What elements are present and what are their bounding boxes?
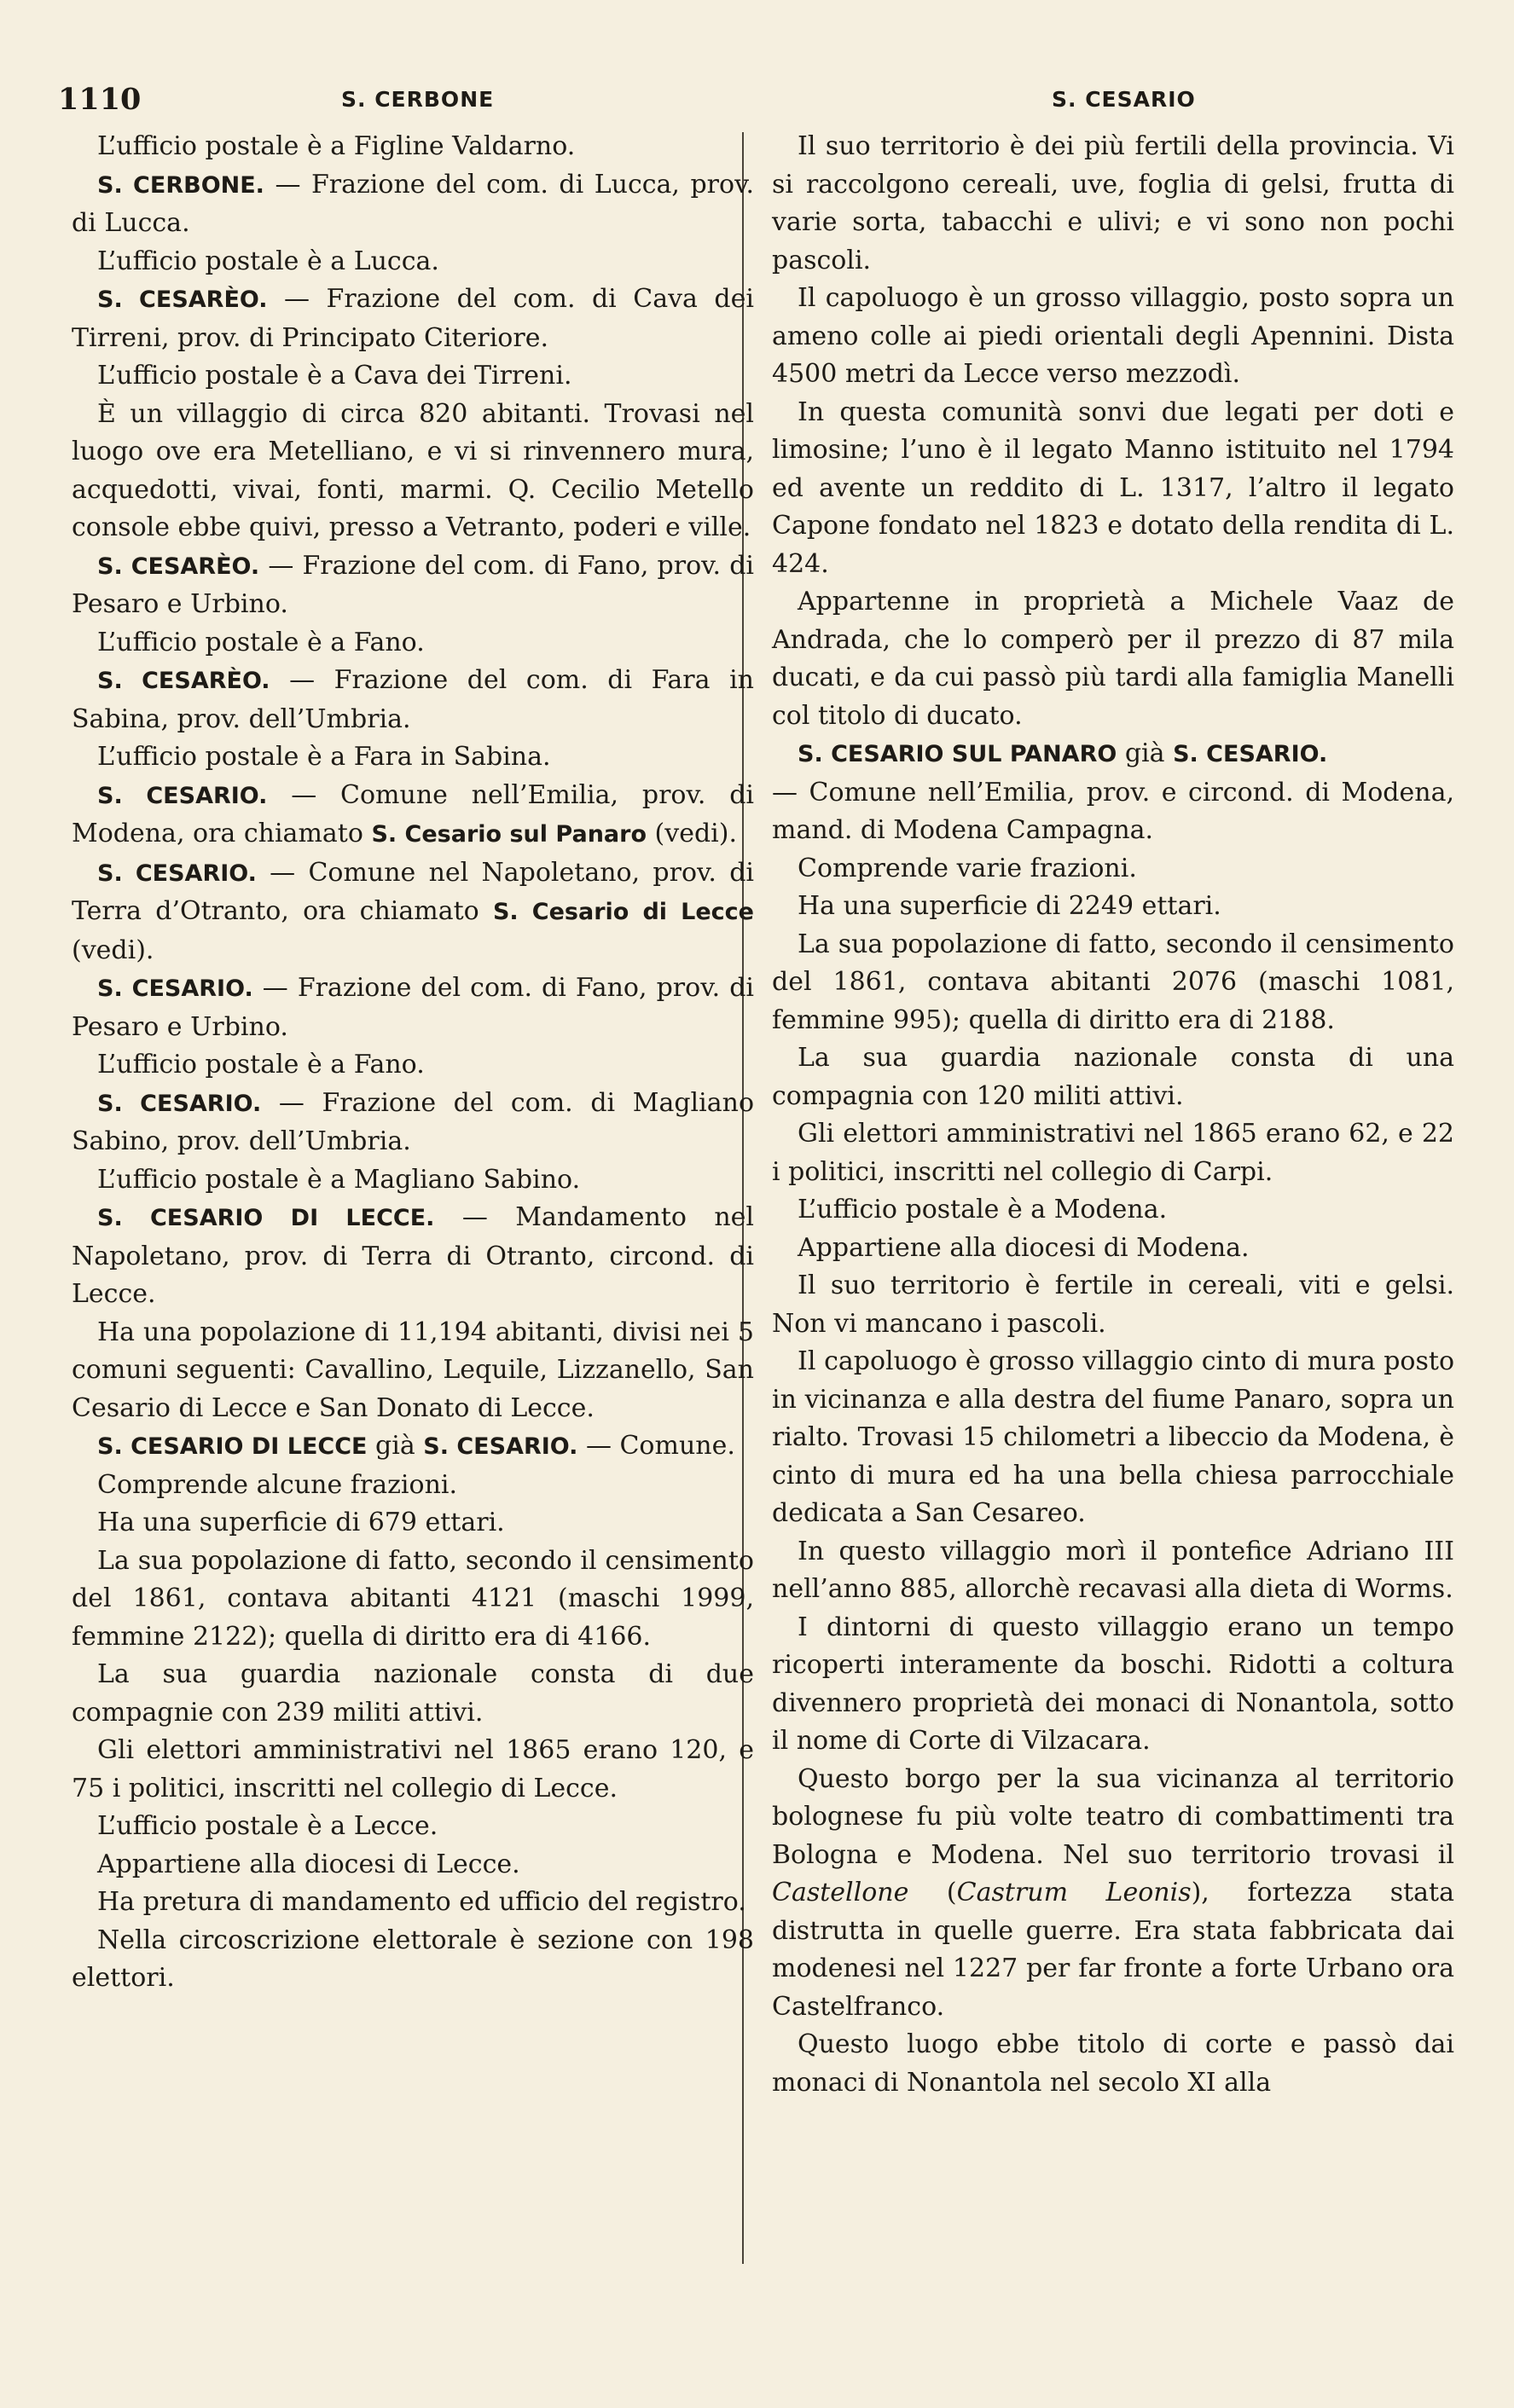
paragraph: Comprende alcune frazioni. bbox=[97, 1469, 458, 1500]
entry-text: già bbox=[1117, 738, 1174, 768]
page-header bbox=[58, 82, 1457, 124]
paragraph: L’ufficio postale è a Fano. bbox=[97, 1050, 425, 1080]
headword: S. CERBONE. bbox=[97, 171, 264, 199]
paragraph: L’ufficio postale è a Figline Valdarno. bbox=[97, 131, 576, 161]
entry-cesario-di-lecce-mandamento bbox=[72, 1199, 754, 1314]
paragraph: L’ufficio postale è a Lucca. bbox=[97, 246, 439, 276]
paragraph: Ha una popolazione di 11,194 abitanti, divisi nei 5 comuni seguenti: Cavallino, Lequile, Lizzanello, San Cesario di Lecce e San Donato di Lecce. bbox=[72, 1317, 754, 1423]
entry-text: ), fortezza stata distrutta in quelle guerre. Era stata fabbricata dai modenesi nel 1227 per far fronte a forte Urbano ora Castelfranco. bbox=[772, 1878, 1454, 2022]
paragraph: Nella circoscrizione elettorale è sezione con 198 elettori. bbox=[72, 1925, 754, 1993]
paragraph: Il suo territorio è fertile in cereali, viti e gelsi. Non vi mancano i pascoli. bbox=[772, 1271, 1454, 1339]
page-number: 1110 bbox=[58, 82, 142, 117]
entry-text: — Frazione del com. di Fano, prov. di Pesaro e Urbino. bbox=[72, 550, 754, 619]
entry-cesario-sul-panaro bbox=[772, 735, 1454, 774]
entry-cerbone bbox=[72, 166, 754, 243]
italic-latin-name: Castrum Leonis bbox=[956, 1878, 1192, 1907]
paragraph: Comprende varie frazioni. bbox=[798, 853, 1137, 883]
entry-text: Questo borgo per la sua vicinanza al territorio bolognese fu più volte teatro di combattimenti tra Bologna e Modena. Nel suo territorio trovasi il bbox=[772, 1763, 1454, 1870]
headword: S. CESARIO. bbox=[97, 975, 253, 1002]
paragraph: Il capoluogo è un grosso villaggio, posto sopra un ameno colle ai piedi orientali degli Apennini. Dista 4500 metri da Lecce verso mezzodì. bbox=[772, 283, 1454, 389]
headword: S. CESARÈO. bbox=[97, 553, 260, 580]
headword: S. CESARÈO. bbox=[97, 668, 270, 694]
cross-reference: S. Cesario di Lecce bbox=[492, 899, 754, 925]
paragraph: Gli elettori amministrativi nel 1865 erano 62, e 22 i politici, inscritti nel collegio di Carpi. bbox=[772, 1119, 1454, 1187]
headword: S. CESARIO SUL PANARO bbox=[798, 741, 1117, 767]
entry-cesario-emilia bbox=[72, 777, 754, 854]
paragraph: L’ufficio postale è a Magliano Sabino. bbox=[97, 1164, 581, 1195]
entry-text: già bbox=[367, 1431, 424, 1461]
left-column bbox=[72, 128, 754, 1998]
entry-cesario-magliano bbox=[72, 1085, 754, 1161]
entry-text: (vedi). bbox=[647, 819, 737, 848]
headword: S. CESARIO. bbox=[97, 1090, 262, 1117]
paragraph: La sua guardia nazionale consta di una compagnia con 120 militi attivi. bbox=[772, 1043, 1454, 1111]
paragraph: Ha pretura di mandamento ed ufficio del registro. bbox=[97, 1887, 746, 1917]
paragraph: È un villaggio di circa 820 abitanti. Trovasi nel luogo ove era Metelliano, e vi si rinvennero mura, acquedotti, vivai, fonti, marmi. Q. Cecilio Metello console ebbe quivi, presso a Vetranto, poderi e ville. bbox=[72, 398, 754, 542]
right-column bbox=[772, 128, 1454, 2102]
headword: S. CESARIO. bbox=[1173, 741, 1328, 767]
italic-place-name: Castellone bbox=[772, 1878, 909, 1907]
entry-cesareo-cava bbox=[72, 281, 754, 357]
paragraph: L’ufficio postale è a Fano. bbox=[97, 627, 425, 657]
entry-text: — Frazione del com. di Fano, prov. di Pesaro e Urbino. bbox=[72, 973, 755, 1042]
entry-text: (vedi). bbox=[72, 935, 154, 965]
headword: S. CESARIO DI LECCE. bbox=[97, 1205, 435, 1231]
entry-text: — Frazione del com. di Cava dei Tirreni, prov. di Principato Citeriore. bbox=[72, 284, 754, 353]
paragraph: La sua popolazione di fatto, secondo il censimento del 1861, contava abitanti 2076 (maschi 1081, femmine 995); quella di diritto era di 2188. bbox=[772, 929, 1454, 1035]
entry-text: — Comune. bbox=[577, 1431, 735, 1461]
paragraph: Appartenne in proprietà a Michele Vaaz de Andrada, che lo comperò per il prezzo di 87 mila ducati, e da cui passò più tardi alla famiglia Manelli col titolo di ducato. bbox=[772, 587, 1454, 731]
paragraph: L’ufficio postale è a Lecce. bbox=[97, 1811, 438, 1841]
headword: S. CESARIO. bbox=[423, 1433, 578, 1460]
left-running-head: S. CERBONE bbox=[341, 87, 495, 112]
headword: S. CESARIO. bbox=[97, 782, 268, 809]
entry-text: — Frazione del com. di Lucca, prov. di Lucca. bbox=[72, 169, 754, 238]
paragraph: Appartiene alla diocesi di Modena. bbox=[798, 1232, 1250, 1263]
paragraph: Il suo territorio è dei più fertili della provincia. Vi si raccolgono cereali, uve, foglia di gelsi, frutta di varie sorta, tabacchi e ulivi; e vi sono non pochi pascoli. bbox=[772, 131, 1454, 275]
paragraph: L’ufficio postale è a Cava dei Tirreni. bbox=[97, 361, 572, 391]
headword: S. CESARIO DI LECCE bbox=[97, 1433, 368, 1460]
headword: S. CESARIO. bbox=[97, 860, 257, 887]
cross-reference: S. Cesario sul Panaro bbox=[371, 821, 647, 848]
paragraph: I dintorni di questo villaggio erano un tempo ricoperti interamente da boschi. Ridotti a coltura divennero proprietà dei monaci di Nonantola, sotto il nome di Corte di Vilzacara. bbox=[772, 1612, 1454, 1756]
paragraph: Gli elettori amministrativi nel 1865 erano 120, e 75 i politici, inscritti nel collegio di Lecce. bbox=[72, 1735, 754, 1803]
entry-cesareo-fara bbox=[72, 662, 754, 738]
paragraph: In questo villaggio morì il pontefice Adriano III nell’anno 885, allorchè recavasi alla dieta di Worms. bbox=[772, 1536, 1454, 1604]
paragraph: In questa comunità sonvi due legati per doti e limosine; l’uno è il legato Manno istituito nel 1794 ed avente un reddito di L. 1317, l’altro il legato Capone fondato nel 1823 e dotato della rendita di L. 424. bbox=[772, 397, 1454, 579]
paragraph: L’ufficio postale è a Modena. bbox=[798, 1195, 1168, 1224]
paragraph-castellone bbox=[772, 1761, 1454, 2027]
paragraph: Il capoluogo è grosso villaggio cinto di mura posto in vicinanza e alla destra del fiume Panaro, sopra un rialto. Trovasi 15 chilometri a libeccio da Modena, è cinto di mura ed ha una bella chiesa parrocchiale dedicata a San Cesareo. bbox=[772, 1346, 1454, 1528]
paragraph: Appartiene alla diocesi di Lecce. bbox=[97, 1849, 520, 1879]
paragraph: — Comune nell’Emilia, prov. e circond. di Modena, mand. di Modena Campagna. bbox=[772, 777, 1454, 845]
paragraph: Ha una superficie di 679 ettari. bbox=[97, 1508, 505, 1537]
entry-text: — Comune nel Napoletano, prov. di Terra d’Otranto, ora chiamato bbox=[72, 857, 755, 926]
paragraph: L’ufficio postale è a Fara in Sabina. bbox=[97, 742, 551, 772]
entry-cesareo-fano bbox=[72, 547, 754, 624]
entry-cesario-di-lecce-comune bbox=[72, 1427, 754, 1467]
entry-text: — Mandamento nel Napoletano, prov. di Terra di Otranto, circond. di Lecce. bbox=[72, 1202, 755, 1309]
paragraph: La sua popolazione di fatto, secondo il censimento del 1861, contava abitanti 4121 (maschi 1999, femmine 2122); quella di diritto era di 4166. bbox=[72, 1545, 754, 1652]
entry-text: ( bbox=[908, 1878, 957, 1907]
paragraph: Ha una superficie di 2249 ettari. bbox=[798, 891, 1221, 921]
entry-text: — Comune nell’Emilia, prov. di Modena, ora chiamato bbox=[72, 779, 755, 848]
entry-cesario-napoletano bbox=[72, 854, 754, 970]
entry-cesario-fano bbox=[72, 970, 754, 1046]
headword: S. CESARÈO. bbox=[97, 287, 268, 313]
paragraph: Questo luogo ebbe titolo di corte e passò dai monaci di Nonantola nel secolo XI alla bbox=[772, 2029, 1454, 2098]
entry-text: — Frazione del com. di Magliano Sabino, prov. dell’Umbria. bbox=[72, 1087, 755, 1156]
paragraph: La sua guardia nazionale consta di due compagnie con 239 militi attivi. bbox=[72, 1659, 754, 1728]
right-running-head: S. CESARIO bbox=[1052, 87, 1196, 112]
entry-text: — Frazione del com. di Fara in Sabina, prov. dell’Umbria. bbox=[72, 665, 754, 734]
